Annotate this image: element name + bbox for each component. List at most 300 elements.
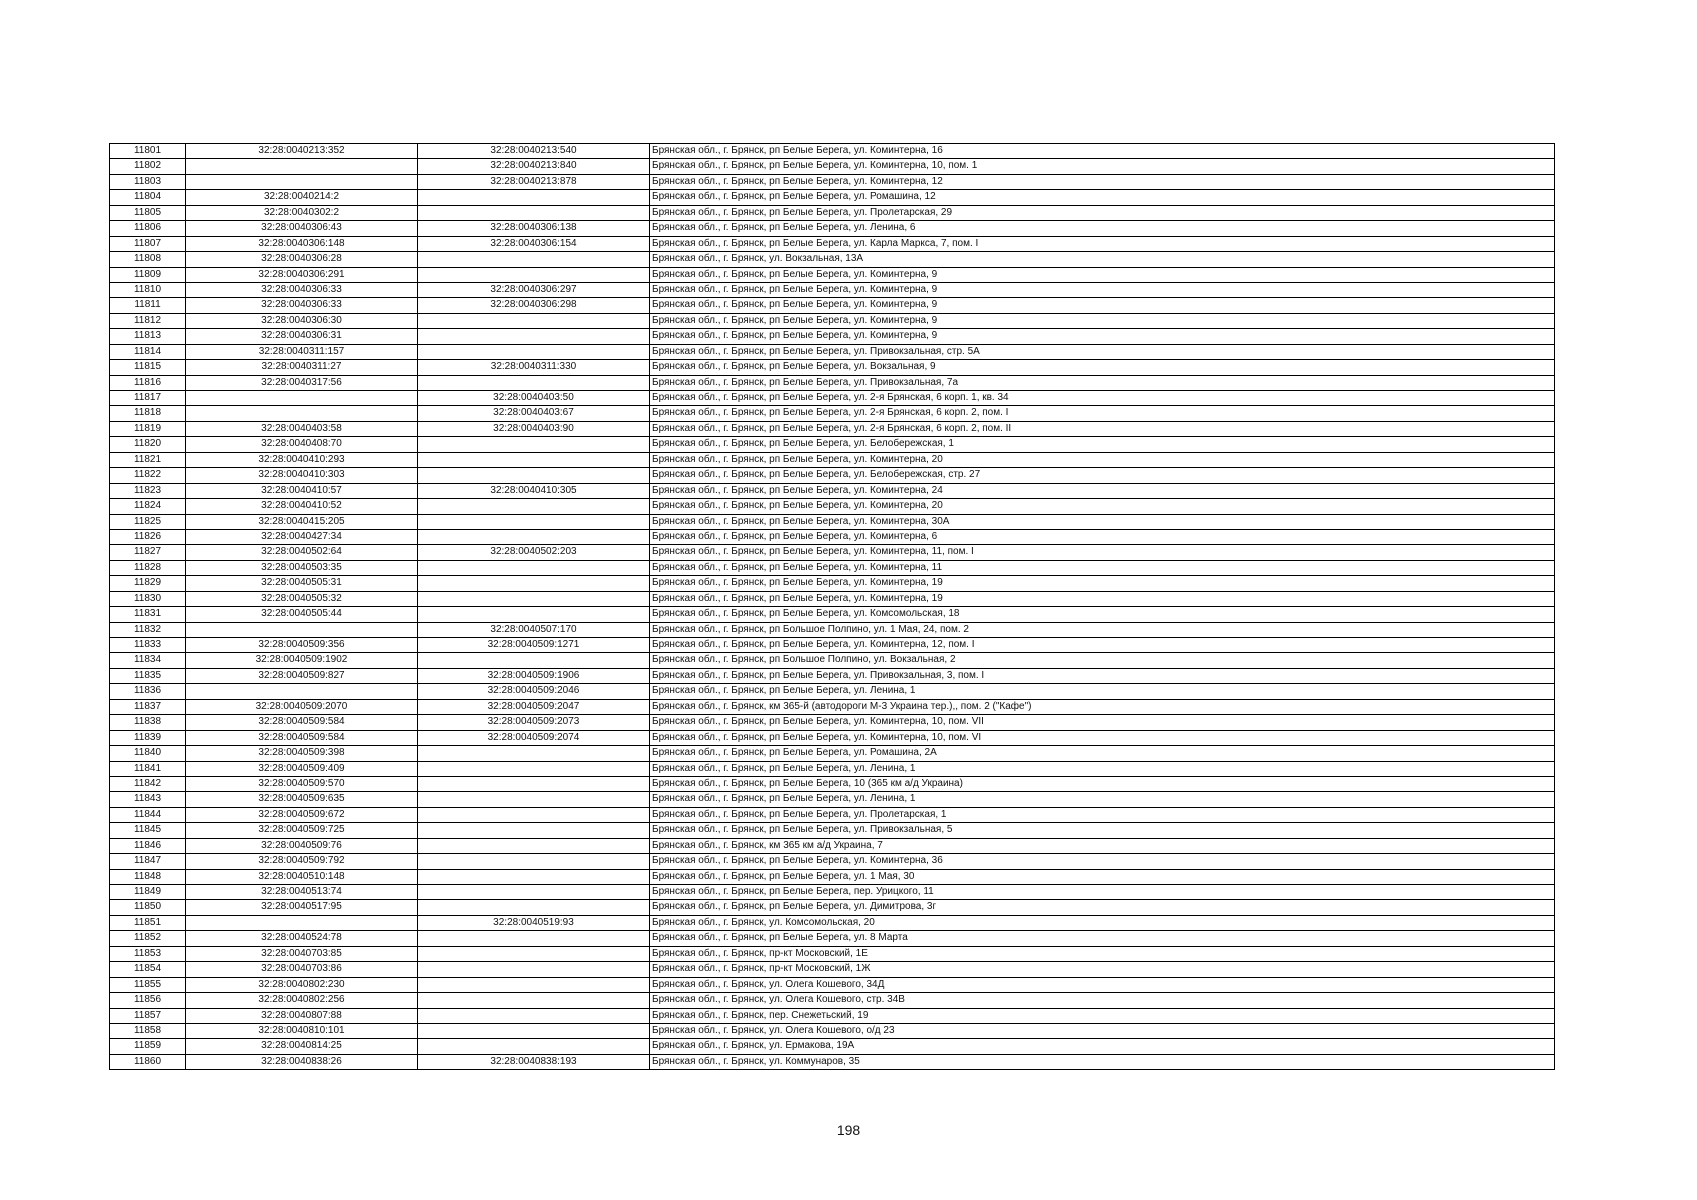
cadastral-number-2-cell [418,499,650,514]
cadastral-number-2-cell [418,823,650,838]
cadastral-number-2-cell: 32:28:0040213:840 [418,159,650,174]
cadastral-number-2-cell: 32:28:0040213:540 [418,144,650,159]
address-cell: Брянская обл., г. Брянск, рп Белые Берега, 10 (365 км а/д Украина) [650,776,1555,791]
cadastral-number-cell: 32:28:0040509:725 [186,823,418,838]
cadastral-number-cell: 32:28:0040306:291 [186,267,418,282]
row-number-cell: 11843 [110,792,186,807]
cadastral-number-cell [186,391,418,406]
address-cell: Брянская обл., г. Брянск, рп Белые Берега, ул. 2-я Брянская, 6 корп. 2, пом. II [650,421,1555,436]
address-cell: Брянская обл., г. Брянск, рп Белые Берега, ул. Привокзальная, стр. 5А [650,344,1555,359]
cadastral-number-cell: 32:28:0040311:157 [186,344,418,359]
table-row [110,869,1555,884]
address-cell: Брянская обл., г. Брянск, рп Белые Берега, пер. Урицкого, 11 [650,885,1555,900]
cadastral-number-cell: 32:28:0040306:33 [186,282,418,297]
row-number-cell: 11834 [110,653,186,668]
table-row [110,838,1555,853]
row-number-cell: 11848 [110,869,186,884]
cadastral-number-cell: 32:28:0040517:95 [186,900,418,915]
table-row [110,653,1555,668]
row-number-cell: 11809 [110,267,186,282]
address-cell: Брянская обл., г. Брянск, рп Белые Берега, ул. 2-я Брянская, 6 корп. 2, пом. I [650,406,1555,421]
address-cell: Брянская обл., г. Брянск, рп Белые Берега, ул. Белобережская, стр. 27 [650,468,1555,483]
row-number-cell: 11830 [110,591,186,606]
cadastral-number-cell: 32:28:0040415:205 [186,514,418,529]
table-row [110,329,1555,344]
table-row [110,236,1555,251]
row-number-cell: 11839 [110,730,186,745]
cadastral-number-2-cell [418,329,650,344]
table-row [110,931,1555,946]
row-number-cell: 11824 [110,499,186,514]
cadastral-number-2-cell [418,452,650,467]
table-row [110,576,1555,591]
cadastral-number-2-cell: 32:28:0040502:203 [418,545,650,560]
row-number-cell: 11838 [110,715,186,730]
table-row [110,946,1555,961]
table-row [110,267,1555,282]
cadastral-number-2-cell [418,869,650,884]
table-row [110,638,1555,653]
cadastral-number-2-cell: 32:28:0040403:50 [418,391,650,406]
address-cell: Брянская обл., г. Брянск, рп Белые Берега, ул. Коминтерна, 10, пом. VI [650,730,1555,745]
cadastral-number-cell [186,174,418,189]
address-cell: Брянская обл., г. Брянск, ул. Ермакова, 19А [650,1039,1555,1054]
row-number-cell: 11819 [110,421,186,436]
address-cell: Брянская обл., г. Брянск, рп Белые Берега, ул. Коминтерна, 20 [650,499,1555,514]
cadastral-number-cell: 32:28:0040509:570 [186,776,418,791]
table-row [110,174,1555,189]
cadastral-number-2-cell [418,375,650,390]
table-row [110,962,1555,977]
cadastral-number-2-cell [418,205,650,220]
row-number-cell: 11826 [110,529,186,544]
row-number-cell: 11821 [110,452,186,467]
row-number-cell: 11814 [110,344,186,359]
row-number-cell: 11822 [110,468,186,483]
table-row [110,1008,1555,1023]
address-cell: Брянская обл., г. Брянск, ул. Коммунаров, 35 [650,1054,1555,1069]
cadastral-number-2-cell [418,962,650,977]
cadastral-number-cell: 32:28:0040410:52 [186,499,418,514]
address-cell: Брянская обл., г. Брянск, рп Белые Берега, ул. Коминтерна, 9 [650,313,1555,328]
cadastral-number-2-cell [418,993,650,1008]
cadastral-number-cell: 32:28:0040703:86 [186,962,418,977]
row-number-cell: 11853 [110,946,186,961]
cadastral-number-2-cell: 32:28:0040311:330 [418,360,650,375]
cadastral-number-cell: 32:28:0040317:56 [186,375,418,390]
cadastral-number-cell: 32:28:0040509:76 [186,838,418,853]
row-number-cell: 11857 [110,1008,186,1023]
cadastral-number-2-cell [418,252,650,267]
cadastral-number-cell: 32:28:0040513:74 [186,885,418,900]
row-number-cell: 11840 [110,746,186,761]
table-row [110,499,1555,514]
cadastral-number-2-cell: 32:28:0040306:298 [418,298,650,313]
table-row [110,730,1555,745]
table-row [110,622,1555,637]
row-number-cell: 11820 [110,437,186,452]
address-cell: Брянская обл., г. Брянск, рп Большое Полпино, ул. 1 Мая, 24, пом. 2 [650,622,1555,637]
address-cell: Брянская обл., г. Брянск, рп Белые Берега, ул. Привокзальная, 5 [650,823,1555,838]
row-number-cell: 11825 [110,514,186,529]
address-cell: Брянская обл., г. Брянск, рп Белые Берега, ул. Привокзальная, 3, пом. I [650,668,1555,683]
table-row [110,684,1555,699]
address-cell: Брянская обл., г. Брянск, рп Белые Берега, ул. Коминтерна, 12, пом. I [650,638,1555,653]
table-row [110,298,1555,313]
table-row [110,252,1555,267]
table-row [110,190,1555,205]
address-cell: Брянская обл., г. Брянск, рп Белые Берега, ул. Димитрова, 3г [650,900,1555,915]
address-cell: Брянская обл., г. Брянск, рп Белые Берега, ул. Пролетарская, 29 [650,205,1555,220]
address-cell: Брянская обл., г. Брянск, рп Белые Берега, ул. Коминтерна, 11, пом. I [650,545,1555,560]
row-number-cell: 11812 [110,313,186,328]
cadastral-number-cell: 32:28:0040509:827 [186,668,418,683]
row-number-cell: 11817 [110,391,186,406]
cadastral-number-cell: 32:28:0040306:43 [186,221,418,236]
cadastral-number-2-cell [418,885,650,900]
cadastral-number-2-cell: 32:28:0040410:305 [418,483,650,498]
cadastral-number-cell: 32:28:0040503:35 [186,560,418,575]
table-row [110,1039,1555,1054]
table-row [110,668,1555,683]
cadastral-number-cell: 32:28:0040509:584 [186,730,418,745]
table-row [110,560,1555,575]
address-cell: Брянская обл., г. Брянск, рп Белые Берега, ул. Коминтерна, 24 [650,483,1555,498]
cadastral-number-2-cell [418,560,650,575]
table-row [110,514,1555,529]
cadastral-number-cell: 32:28:0040505:32 [186,591,418,606]
address-cell: Брянская обл., г. Брянск, ул. Вокзальная, 13А [650,252,1555,267]
cadastral-number-2-cell [418,313,650,328]
row-number-cell: 11813 [110,329,186,344]
cadastral-number-2-cell: 32:28:0040519:93 [418,915,650,930]
row-number-cell: 11827 [110,545,186,560]
cadastral-number-cell: 32:28:0040502:64 [186,545,418,560]
row-number-cell: 11818 [110,406,186,421]
address-cell: Брянская обл., г. Брянск, рп Белые Берега, ул. Коминтерна, 10, пом. VII [650,715,1555,730]
row-number-cell: 11846 [110,838,186,853]
cadastral-number-2-cell [418,576,650,591]
table-row [110,406,1555,421]
table-row [110,452,1555,467]
row-number-cell: 11860 [110,1054,186,1069]
address-cell: Брянская обл., г. Брянск, ул. Олега Кошевого, о/д 23 [650,1023,1555,1038]
table-row [110,1054,1555,1069]
row-number-cell: 11806 [110,221,186,236]
cadastral-number-2-cell: 32:28:0040403:90 [418,421,650,436]
table-row [110,823,1555,838]
cadastral-number-cell: 32:28:0040410:293 [186,452,418,467]
row-number-cell: 11845 [110,823,186,838]
cadastral-number-cell: 32:28:0040302:2 [186,205,418,220]
cadastral-number-cell: 32:28:0040509:584 [186,715,418,730]
cadastral-number-2-cell: 32:28:0040509:1906 [418,668,650,683]
row-number-cell: 11835 [110,668,186,683]
address-cell: Брянская обл., г. Брянск, рп Белые Берега, ул. Ромашина, 12 [650,190,1555,205]
address-cell: Брянская обл., г. Брянск, ул. Олега Кошевого, стр. 34В [650,993,1555,1008]
table-row [110,807,1555,822]
cadastral-number-2-cell [418,344,650,359]
address-cell: Брянская обл., г. Брянск, рп Белые Берега, ул. Карла Маркса, 7, пом. I [650,236,1555,251]
table-row [110,529,1555,544]
cadastral-number-cell: 32:28:0040524:78 [186,931,418,946]
cadastral-number-2-cell [418,1039,650,1054]
address-cell: Брянская обл., г. Брянск, рп Белые Берега, ул. Ромашина, 2А [650,746,1555,761]
address-cell: Брянская обл., г. Брянск, рп Большое Полпино, ул. Вокзальная, 2 [650,653,1555,668]
address-cell: Брянская обл., г. Брянск, км 365 км а/д Украина, 7 [650,838,1555,853]
table-row [110,746,1555,761]
table-row [110,699,1555,714]
cadastral-number-2-cell: 32:28:0040509:1271 [418,638,650,653]
row-number-cell: 11852 [110,931,186,946]
address-cell: Брянская обл., г. Брянск, рп Белые Берега, ул. Коминтерна, 36 [650,854,1555,869]
cadastral-number-cell: 32:28:0040509:409 [186,761,418,776]
cadastral-number-2-cell [418,190,650,205]
address-cell: Брянская обл., г. Брянск, рп Белые Берега, ул. Коминтерна, 9 [650,298,1555,313]
cadastral-number-2-cell: 32:28:0040306:138 [418,221,650,236]
row-number-cell: 11836 [110,684,186,699]
address-cell: Брянская обл., г. Брянск, рп Белые Берега, ул. Коминтерна, 16 [650,144,1555,159]
address-cell: Брянская обл., г. Брянск, рп Белые Берега, ул. Коминтерна, 10, пом. 1 [650,159,1555,174]
cadastral-number-2-cell [418,854,650,869]
address-cell: Брянская обл., г. Брянск, рп Белые Берега, ул. Ленина, 6 [650,221,1555,236]
cadastral-number-2-cell: 32:28:0040509:2046 [418,684,650,699]
cadastral-number-2-cell: 32:28:0040306:297 [418,282,650,297]
row-number-cell: 11850 [110,900,186,915]
cadastral-number-cell: 32:28:0040509:1902 [186,653,418,668]
cadastral-number-cell: 32:28:0040306:30 [186,313,418,328]
address-cell: Брянская обл., г. Брянск, км 365-й (автодороги М-3 Украина тер.),, пом. 2 ("Кафе") [650,699,1555,714]
cadastral-number-cell: 32:28:0040505:44 [186,607,418,622]
row-number-cell: 11828 [110,560,186,575]
row-number-cell: 11844 [110,807,186,822]
row-number-cell: 11833 [110,638,186,653]
cadastral-number-2-cell [418,607,650,622]
cadastral-number-2-cell [418,946,650,961]
address-cell: Брянская обл., г. Брянск, рп Белые Берега, ул. Привокзальная, 7а [650,375,1555,390]
row-number-cell: 11803 [110,174,186,189]
address-cell: Брянская обл., г. Брянск, пер. Снежетьский, 19 [650,1008,1555,1023]
cadastral-number-cell: 32:28:0040410:303 [186,468,418,483]
address-cell: Брянская обл., г. Брянск, рп Белые Берега, ул. Коминтерна, 19 [650,591,1555,606]
address-cell: Брянская обл., г. Брянск, рп Белые Берега, ул. Белобережская, 1 [650,437,1555,452]
cadastral-number-cell: 32:28:0040703:85 [186,946,418,961]
cadastral-number-2-cell [418,838,650,853]
cadastral-number-cell: 32:28:0040509:356 [186,638,418,653]
table-row [110,159,1555,174]
row-number-cell: 11849 [110,885,186,900]
table-row [110,205,1555,220]
cadastral-number-2-cell [418,900,650,915]
table-row [110,221,1555,236]
cadastral-number-2-cell: 32:28:0040838:193 [418,1054,650,1069]
row-number-cell: 11805 [110,205,186,220]
row-number-cell: 11851 [110,915,186,930]
cadastral-number-2-cell [418,529,650,544]
row-number-cell: 11808 [110,252,186,267]
cadastral-number-cell [186,159,418,174]
row-number-cell: 11842 [110,776,186,791]
table-row [110,468,1555,483]
address-cell: Брянская обл., г. Брянск, рп Белые Берега, ул. 2-я Брянская, 6 корп. 1, кв. 34 [650,391,1555,406]
table-row [110,1023,1555,1038]
row-number-cell: 11829 [110,576,186,591]
cadastral-number-2-cell: 32:28:0040306:154 [418,236,650,251]
address-cell: Брянская обл., г. Брянск, пр-кт Московский, 1Е [650,946,1555,961]
row-number-cell: 11858 [110,1023,186,1038]
table-row [110,360,1555,375]
cadastral-number-cell: 32:28:0040213:352 [186,144,418,159]
table-row [110,591,1555,606]
cadastral-number-cell: 32:28:0040306:148 [186,236,418,251]
address-cell: Брянская обл., г. Брянск, рп Белые Берега, ул. Коминтерна, 9 [650,267,1555,282]
cadastral-number-cell [186,406,418,421]
cadastral-number-2-cell [418,468,650,483]
cadastral-number-cell: 32:28:0040509:398 [186,746,418,761]
row-number-cell: 11804 [110,190,186,205]
cadastral-number-2-cell [418,437,650,452]
cadastral-number-2-cell [418,746,650,761]
registry-table-body [110,144,1555,1070]
cadastral-number-cell: 32:28:0040410:57 [186,483,418,498]
table-row [110,545,1555,560]
cadastral-number-2-cell [418,931,650,946]
cadastral-number-2-cell [418,776,650,791]
address-cell: Брянская обл., г. Брянск, рп Белые Берега, ул. 1 Мая, 30 [650,869,1555,884]
row-number-cell: 11832 [110,622,186,637]
table-row [110,421,1555,436]
cadastral-number-2-cell: 32:28:0040509:2073 [418,715,650,730]
table-row [110,282,1555,297]
address-cell: Брянская обл., г. Брянск, рп Белые Берега, ул. Коминтерна, 30А [650,514,1555,529]
cadastral-number-cell: 32:28:0040509:2070 [186,699,418,714]
cadastral-number-cell: 32:28:0040311:27 [186,360,418,375]
row-number-cell: 11823 [110,483,186,498]
cadastral-number-cell: 32:28:0040306:33 [186,298,418,313]
table-row [110,761,1555,776]
table-row [110,344,1555,359]
table-row [110,900,1555,915]
row-number-cell: 11801 [110,144,186,159]
cadastral-number-cell: 32:28:0040510:148 [186,869,418,884]
cadastral-number-cell: 32:28:0040802:256 [186,993,418,1008]
table-row [110,885,1555,900]
address-cell: Брянская обл., г. Брянск, рп Белые Берега, ул. 8 Марта [650,931,1555,946]
table-row [110,483,1555,498]
cadastral-number-2-cell: 32:28:0040403:67 [418,406,650,421]
row-number-cell: 11810 [110,282,186,297]
cadastral-number-2-cell [418,514,650,529]
address-cell: Брянская обл., г. Брянск, рп Белые Берега, ул. Коминтерна, 19 [650,576,1555,591]
address-cell: Брянская обл., г. Брянск, рп Белые Берега, ул. Коминтерна, 12 [650,174,1555,189]
cadastral-number-cell: 32:28:0040838:26 [186,1054,418,1069]
address-cell: Брянская обл., г. Брянск, ул. Олега Кошевого, 34Д [650,977,1555,992]
cadastral-number-cell [186,684,418,699]
address-cell: Брянская обл., г. Брянск, рп Белые Берега, ул. Коминтерна, 9 [650,282,1555,297]
cadastral-number-2-cell [418,977,650,992]
table-row [110,313,1555,328]
cadastral-number-2-cell: 32:28:0040507:170 [418,622,650,637]
address-cell: Брянская обл., г. Брянск, рп Белые Берега, ул. Ленина, 1 [650,792,1555,807]
table-row [110,607,1555,622]
cadastral-number-cell [186,622,418,637]
cadastral-number-2-cell: 32:28:0040509:2074 [418,730,650,745]
page-number: 198 [836,1122,861,1138]
address-cell: Брянская обл., г. Брянск, пр-кт Московский, 1Ж [650,962,1555,977]
address-cell: Брянская обл., г. Брянск, рп Белые Берега, ул. Ленина, 1 [650,761,1555,776]
row-number-cell: 11855 [110,977,186,992]
cadastral-number-cell [186,915,418,930]
address-cell: Брянская обл., г. Брянск, рп Белые Берега, ул. Коминтерна, 11 [650,560,1555,575]
cadastral-number-cell: 32:28:0040509:672 [186,807,418,822]
cadastral-number-cell: 32:28:0040505:31 [186,576,418,591]
table-row [110,854,1555,869]
cadastral-number-cell: 32:28:0040814:25 [186,1039,418,1054]
row-number-cell: 11807 [110,236,186,251]
cadastral-number-cell: 32:28:0040306:31 [186,329,418,344]
table-row [110,375,1555,390]
table-row [110,437,1555,452]
table-row [110,993,1555,1008]
cadastral-number-2-cell [418,267,650,282]
row-number-cell: 11802 [110,159,186,174]
cadastral-number-cell: 32:28:0040802:230 [186,977,418,992]
cadastral-number-cell: 32:28:0040214:2 [186,190,418,205]
table-row [110,391,1555,406]
cadastral-number-2-cell [418,1023,650,1038]
row-number-cell: 11811 [110,298,186,313]
cadastral-number-2-cell: 32:28:0040509:2047 [418,699,650,714]
cadastral-number-2-cell [418,653,650,668]
cadastral-number-cell: 32:28:0040403:58 [186,421,418,436]
address-cell: Брянская обл., г. Брянск, рп Белые Берега, ул. Пролетарская, 1 [650,807,1555,822]
cadastral-number-2-cell [418,792,650,807]
cadastral-number-cell: 32:28:0040427:34 [186,529,418,544]
row-number-cell: 11859 [110,1039,186,1054]
cadastral-number-2-cell [418,761,650,776]
address-cell: Брянская обл., г. Брянск, рп Белые Берега, ул. Коминтерна, 6 [650,529,1555,544]
cadastral-number-2-cell [418,591,650,606]
row-number-cell: 11837 [110,699,186,714]
row-number-cell: 11854 [110,962,186,977]
address-cell: Брянская обл., г. Брянск, рп Белые Берега, ул. Ленина, 1 [650,684,1555,699]
address-cell: Брянская обл., г. Брянск, рп Белые Берега, ул. Вокзальная, 9 [650,360,1555,375]
cadastral-number-2-cell: 32:28:0040213:878 [418,174,650,189]
cadastral-number-cell: 32:28:0040509:635 [186,792,418,807]
address-cell: Брянская обл., г. Брянск, рп Белые Берега, ул. Коминтерна, 9 [650,329,1555,344]
cadastral-number-2-cell [418,1008,650,1023]
table-row [110,715,1555,730]
address-cell: Брянская обл., г. Брянск, рп Белые Берега, ул. Коминтерна, 20 [650,452,1555,467]
row-number-cell: 11841 [110,761,186,776]
row-number-cell: 11816 [110,375,186,390]
table-row [110,915,1555,930]
registry-table [109,143,1555,1070]
cadastral-number-cell: 32:28:0040306:28 [186,252,418,267]
row-number-cell: 11815 [110,360,186,375]
cadastral-number-cell: 32:28:0040509:792 [186,854,418,869]
table-row [110,792,1555,807]
cadastral-number-cell: 32:28:0040807:88 [186,1008,418,1023]
cadastral-number-cell: 32:28:0040408:70 [186,437,418,452]
table-row [110,776,1555,791]
table-row [110,977,1555,992]
address-cell: Брянская обл., г. Брянск, ул. Комсомольская, 20 [650,915,1555,930]
row-number-cell: 11856 [110,993,186,1008]
cadastral-number-2-cell [418,807,650,822]
row-number-cell: 11831 [110,607,186,622]
address-cell: Брянская обл., г. Брянск, рп Белые Берега, ул. Комсомольская, 18 [650,607,1555,622]
